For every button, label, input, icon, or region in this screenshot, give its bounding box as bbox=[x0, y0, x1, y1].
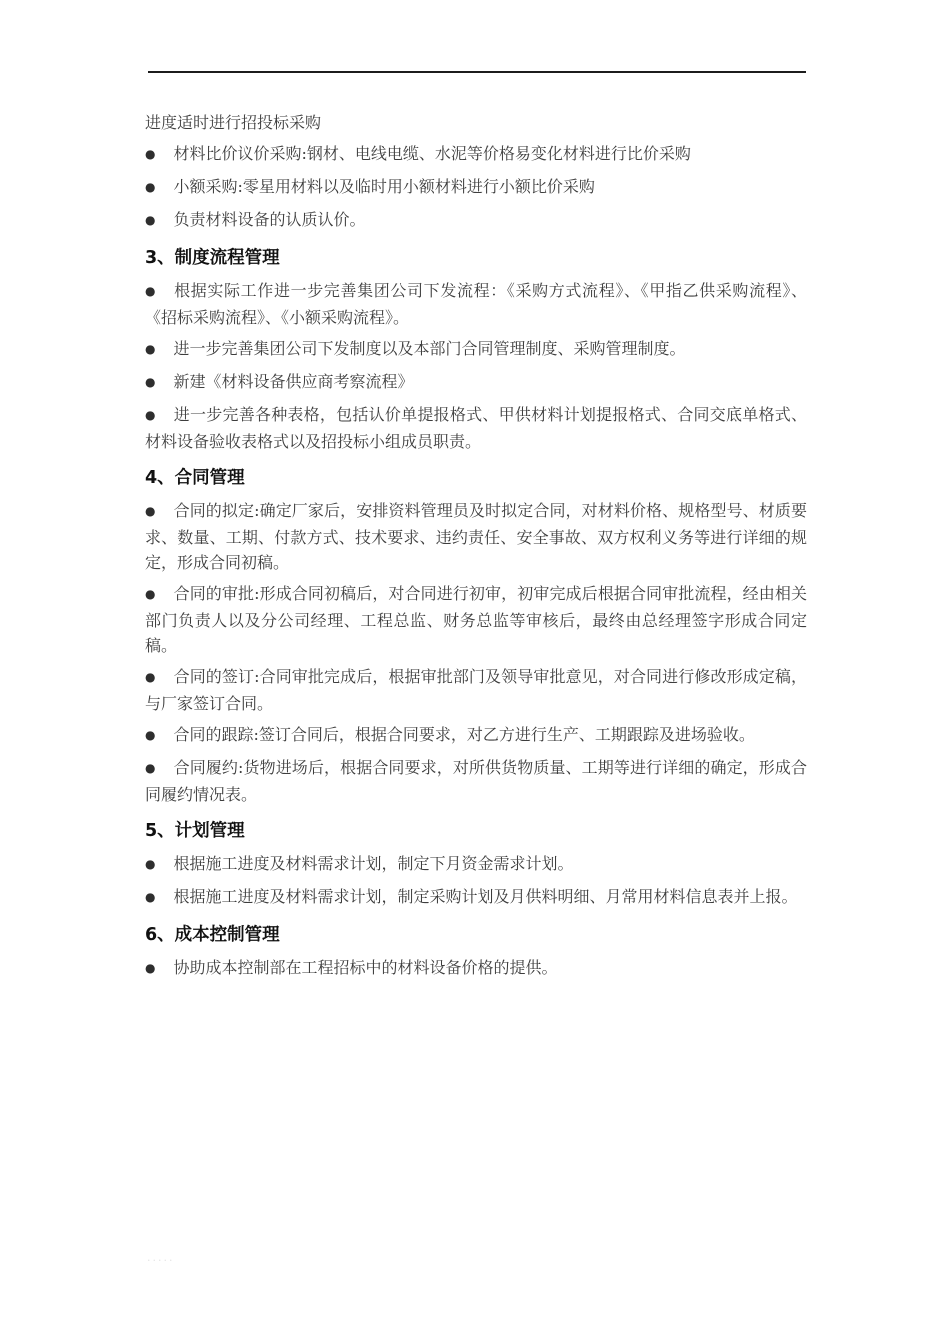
bullet-text: 根据施工进度及材料需求计划，制定下月资金需求计划。 bbox=[173, 854, 574, 873]
footer-artifact: ····· bbox=[147, 1254, 175, 1267]
bullet-icon: ● bbox=[145, 213, 156, 227]
bullet-item bbox=[145, 498, 807, 575]
bullet-icon: ● bbox=[145, 728, 156, 742]
bullet-icon: ● bbox=[145, 147, 156, 161]
bullet-icon: ● bbox=[145, 670, 156, 684]
paragraph: 进度适时进行招投标采购 bbox=[145, 113, 322, 132]
bullet-text: 合同的审批:形成合同初稿后，对合同进行初审，初审完成后根据合同审批流程，经由相关部门负责人以及分公司经理、工程总监、财务总监等审核后，最终由总经理签字形成合同定稿。 bbox=[145, 584, 807, 655]
bullet-item bbox=[145, 581, 807, 658]
bullet-item bbox=[145, 722, 807, 749]
document-content bbox=[145, 110, 807, 988]
bullet-text: 进一步完善各种表格，包括认价单提报格式、甲供材料计划提报格式、合同交底单格式、材料设备验收表格式以及招投标小组成员职责。 bbox=[145, 405, 807, 451]
bullet-item bbox=[145, 851, 807, 878]
bullet-icon: ● bbox=[145, 857, 156, 871]
bullet-item bbox=[145, 174, 807, 201]
bullet-item bbox=[145, 664, 807, 716]
bullet-item bbox=[145, 755, 807, 807]
bullet-icon: ● bbox=[145, 180, 156, 194]
bullet-icon: ● bbox=[145, 761, 156, 775]
bullet-item bbox=[145, 278, 807, 330]
bullet-icon: ● bbox=[145, 284, 156, 298]
bullet-item bbox=[145, 207, 807, 234]
header-rule bbox=[148, 71, 806, 73]
bullet-text: 合同的签订:合同审批完成后，根据审批部门及领导审批意见，对合同进行修改形成定稿，与厂家签订合同。 bbox=[145, 667, 807, 713]
section-heading: 6、成本控制管理 bbox=[145, 925, 280, 945]
bullet-text: 根据施工进度及材料需求计划，制定采购计划及月供料明细、月常用材料信息表并上报。 bbox=[173, 887, 798, 906]
bullet-icon: ● bbox=[145, 890, 156, 904]
bullet-text: 进一步完善集团公司下发制度以及本部门合同管理制度、采购管理制度。 bbox=[173, 339, 686, 358]
bullet-text: 合同的拟定:确定厂家后，安排资料管理员及时拟定合同，对材料价格、规格型号、材质要求、数量、工期、付款方式、技术要求、违约责任、安全事故、双方权利义务等进行详细的规定，形成合同初稿。 bbox=[145, 501, 807, 572]
bullet-item bbox=[145, 402, 807, 454]
bullet-text: 协助成本控制部在工程招标中的材料设备价格的提供。 bbox=[173, 958, 558, 977]
bullet-text: 新建《材料设备供应商考察流程》 bbox=[173, 372, 414, 391]
bullet-icon: ● bbox=[145, 375, 156, 389]
section-heading: 3、制度流程管理 bbox=[145, 248, 280, 268]
bullet-text: 小额采购:零星用材料以及临时用小额材料进行小额比价采购 bbox=[173, 177, 595, 196]
bullet-icon: ● bbox=[145, 408, 156, 422]
bullet-icon: ● bbox=[145, 587, 156, 601]
section-heading: 5、计划管理 bbox=[145, 821, 245, 841]
bullet-item bbox=[145, 141, 807, 168]
bullet-text: 合同履约:货物进场后，根据合同要求，对所供货物质量、工期等进行详细的确定，形成合同履约情况表。 bbox=[145, 758, 807, 804]
bullet-text: 材料比价议价采购:钢材、电线电缆、水泥等价格易变化材料进行比价采购 bbox=[173, 144, 691, 163]
bullet-text: 根据实际工作进一步完善集团公司下发流程：《采购方式流程》、《甲指乙供采购流程》、 《招标采购流程》、《小额采购流程》。 bbox=[145, 281, 807, 327]
bullet-text: 合同的跟踪:签订合同后，根据合同要求，对乙方进行生产、工期跟踪及进场验收。 bbox=[173, 725, 755, 744]
bullet-item bbox=[145, 336, 807, 363]
section-heading: 4、合同管理 bbox=[145, 468, 245, 488]
bullet-item bbox=[145, 369, 807, 396]
bullet-item bbox=[145, 955, 807, 982]
bullet-text: 负责材料设备的认质认价。 bbox=[173, 210, 366, 229]
bullet-icon: ● bbox=[145, 961, 156, 975]
bullet-icon: ● bbox=[145, 504, 156, 518]
bullet-icon: ● bbox=[145, 342, 156, 356]
bullet-item bbox=[145, 884, 807, 911]
